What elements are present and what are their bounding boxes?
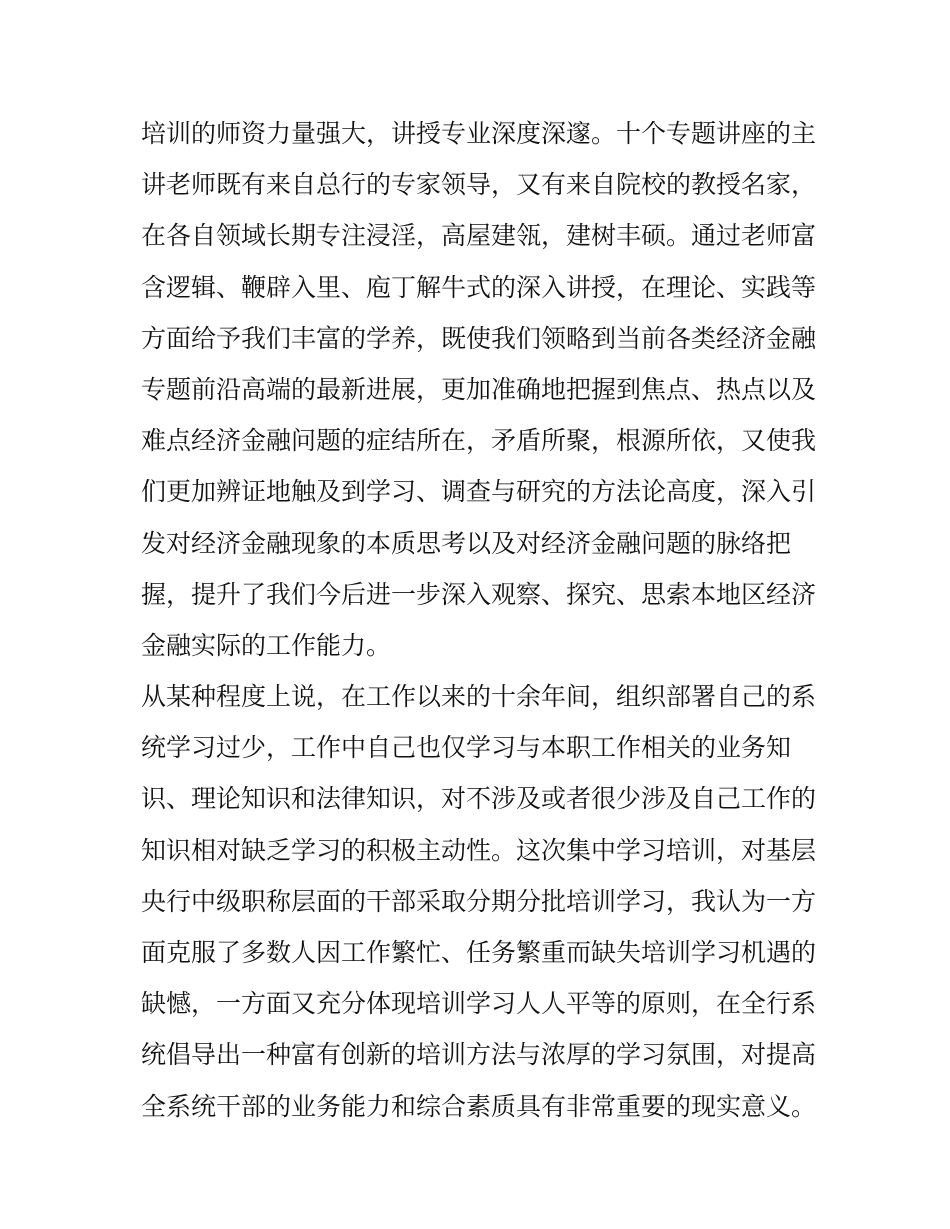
text-line: 金融实际的工作能力。 [141, 630, 392, 660]
text-line: 从某种程度上说，在工作以来的十余年间，组织部署自己的系 [141, 682, 817, 712]
text-line: 发对经济金融现象的本质思考以及对经济金融问题的脉络把 [141, 528, 792, 558]
text-line: 知识相对缺乏学习的积极主动性。这次集中学习培训，对基层 [141, 835, 817, 865]
text-line: 专题前沿高端的最新进展，更加准确地把握到焦点、热点以及 [141, 374, 817, 404]
text-line: 全系统干部的业务能力和综合素质具有非常重要的现实意义。 [141, 1091, 817, 1121]
text-line: 面克服了多数人因工作繁忙、任务繁重而缺失培训学习机遇的 [141, 938, 817, 967]
text-line: 难点经济金融问题的症结所在，矛盾所聚，根源所依，又使我 [141, 426, 817, 456]
text-line: 培训的师资力量强大，讲授专业深度深邃。十个专题讲座的主 [141, 119, 817, 148]
paragraph-training-faculty [141, 108, 821, 671]
text-line: 缺憾，一方面又充分体现培训学习人人平等的原则，在全行系 [141, 989, 817, 1019]
text-line: 统学习过少，工作中自己也仅学习与本职工作相关的业务知 [141, 733, 792, 763]
text-line: 们更加辨证地触及到学习、调查与研究的方法论高度，深入引 [141, 477, 817, 507]
text-line: 讲老师既有来自总行的专家领导，又有来自院校的教授名家， [141, 170, 817, 200]
text-line: 握，提升了我们今后进一步深入观察、探究、思索本地区经济 [141, 579, 817, 609]
text-line: 统倡导出一种富有创新的培训方法与浓厚的学习氛围，对提高 [141, 1040, 817, 1070]
text-line: 在各自领域长期专注浸淫，高屋建瓴，建树丰硕。通过老师富 [141, 221, 817, 251]
text-line: 含逻辑、鞭辟入里、庖丁解牛式的深入讲授，在理论、实践等 [141, 272, 817, 302]
text-line: 识、理论知识和法律知识，对不涉及或者很少涉及自己工作的 [141, 784, 817, 814]
paragraph-learning-reflection [141, 671, 821, 1132]
text-line: 央行中级职称层面的干部采取分期分批培训学习，我认为一方 [141, 886, 817, 916]
document-body [141, 108, 821, 1132]
text-line: 方面给予我们丰富的学养，既使我们领略到当前各类经济金融 [141, 323, 817, 353]
